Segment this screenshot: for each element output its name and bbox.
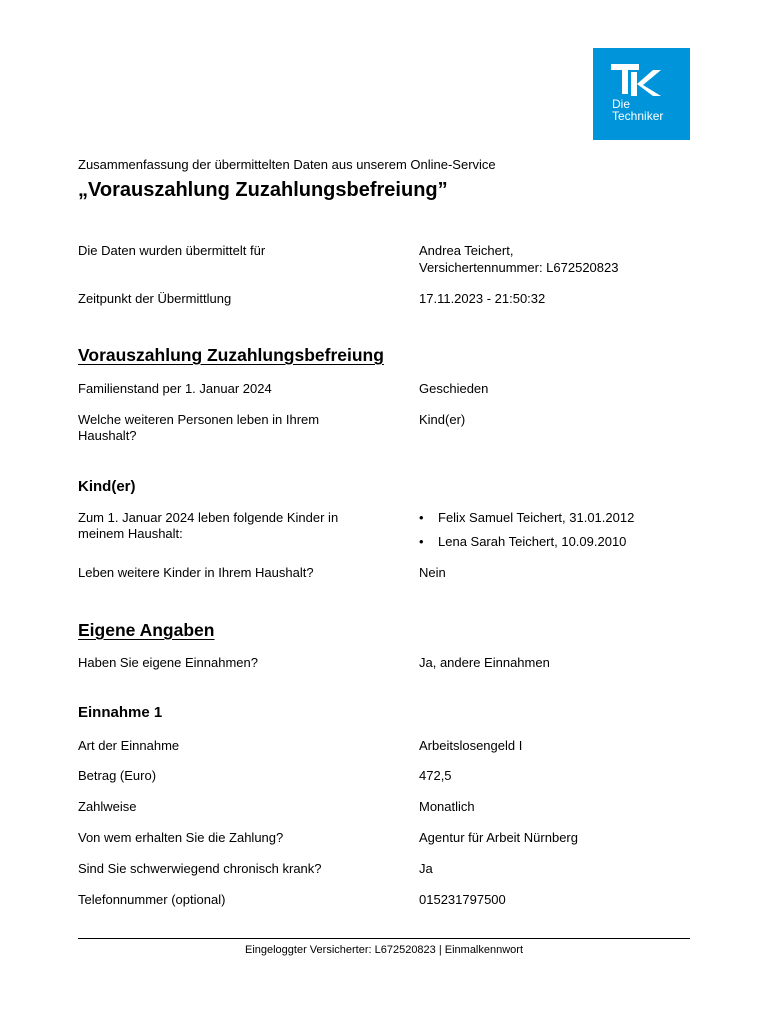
own-income-label: Haben Sie eigene Einnahmen? xyxy=(78,655,258,670)
income-1-title: Einnahme 1 xyxy=(78,704,163,721)
children-list-label xyxy=(78,510,378,542)
section-title-eigene-angaben: Eigene Angaben xyxy=(78,620,215,640)
phone-value: 015231797500 xyxy=(419,892,506,907)
logo-line-1: Die xyxy=(612,97,631,111)
list-item: • Felix Samuel Teichert, 31.01.2012 xyxy=(419,510,634,534)
household-persons-value: Kind(er) xyxy=(419,412,466,427)
sent-for-label: Die Daten wurden übermittelt für xyxy=(78,243,266,258)
time-value: 17.11.2023 - 21:50:32 xyxy=(419,291,546,306)
logo-wordmark xyxy=(612,98,663,122)
section-title-vorauszahlung: Vorauszahlung Zuzahlungsbefreiung xyxy=(78,345,384,365)
children-list-label-line-2: meinem Haushalt: xyxy=(78,526,183,541)
payment-mode-label: Zahlweise xyxy=(78,799,137,814)
income-type-label: Art der Einnahme xyxy=(78,738,180,753)
footer-divider xyxy=(78,938,690,939)
household-persons-label xyxy=(78,412,378,444)
tk-logo-mark-icon xyxy=(611,64,671,98)
sent-for-number: Versichertennummer: L672520823 xyxy=(419,260,619,275)
phone-label: Telefonnummer (optional) xyxy=(78,892,226,907)
household-persons-label-line-2: Haushalt? xyxy=(78,428,137,443)
more-children-value: Nein xyxy=(419,565,446,580)
amount-value: 472,5 xyxy=(419,768,452,783)
payer-label: Von wem erhalten Sie die Zahlung? xyxy=(78,830,284,845)
amount-label: Betrag (Euro) xyxy=(78,768,157,783)
list-item: • Lena Sarah Teichert, 10.09.2010 xyxy=(419,534,634,558)
document-subtitle: Zusammenfassung der übermittelten Daten aus unserem Online-Service xyxy=(78,157,496,172)
time-label: Zeitpunkt der Übermittlung xyxy=(78,291,232,306)
more-children-label: Leben weitere Kinder in Ihrem Haushalt? xyxy=(78,565,314,580)
tk-logo xyxy=(593,48,690,140)
household-persons-label-line-1: Welche weiteren Personen leben in Ihrem xyxy=(78,412,320,427)
children-title: Kind(er) xyxy=(78,478,136,495)
chronic-illness-label: Sind Sie schwerwiegend chronisch krank? xyxy=(78,861,322,876)
sent-for-name: Andrea Teichert, xyxy=(419,243,514,258)
logo-line-2: Techniker xyxy=(612,109,664,123)
footer-text: Eingeloggter Versicherter: L672520823 | Einmalkennwort xyxy=(244,944,524,956)
income-type-value: Arbeitslosengeld I xyxy=(419,738,523,753)
payment-mode-value: Monatlich xyxy=(419,799,475,814)
chronic-illness-value: Ja xyxy=(419,861,433,876)
marital-status-label: Familienstand per 1. Januar 2024 xyxy=(78,381,272,396)
payer-value: Agentur für Arbeit Nürnberg xyxy=(419,830,578,845)
marital-status-value: Geschieden xyxy=(419,381,489,396)
document-title: „Vorauszahlung Zuzahlungsbefreiung” xyxy=(78,179,448,201)
children-list-label-line-1: Zum 1. Januar 2024 leben folgende Kinder in xyxy=(78,510,339,525)
children-list xyxy=(419,510,634,558)
own-income-value: Ja, andere Einnahmen xyxy=(419,655,550,670)
